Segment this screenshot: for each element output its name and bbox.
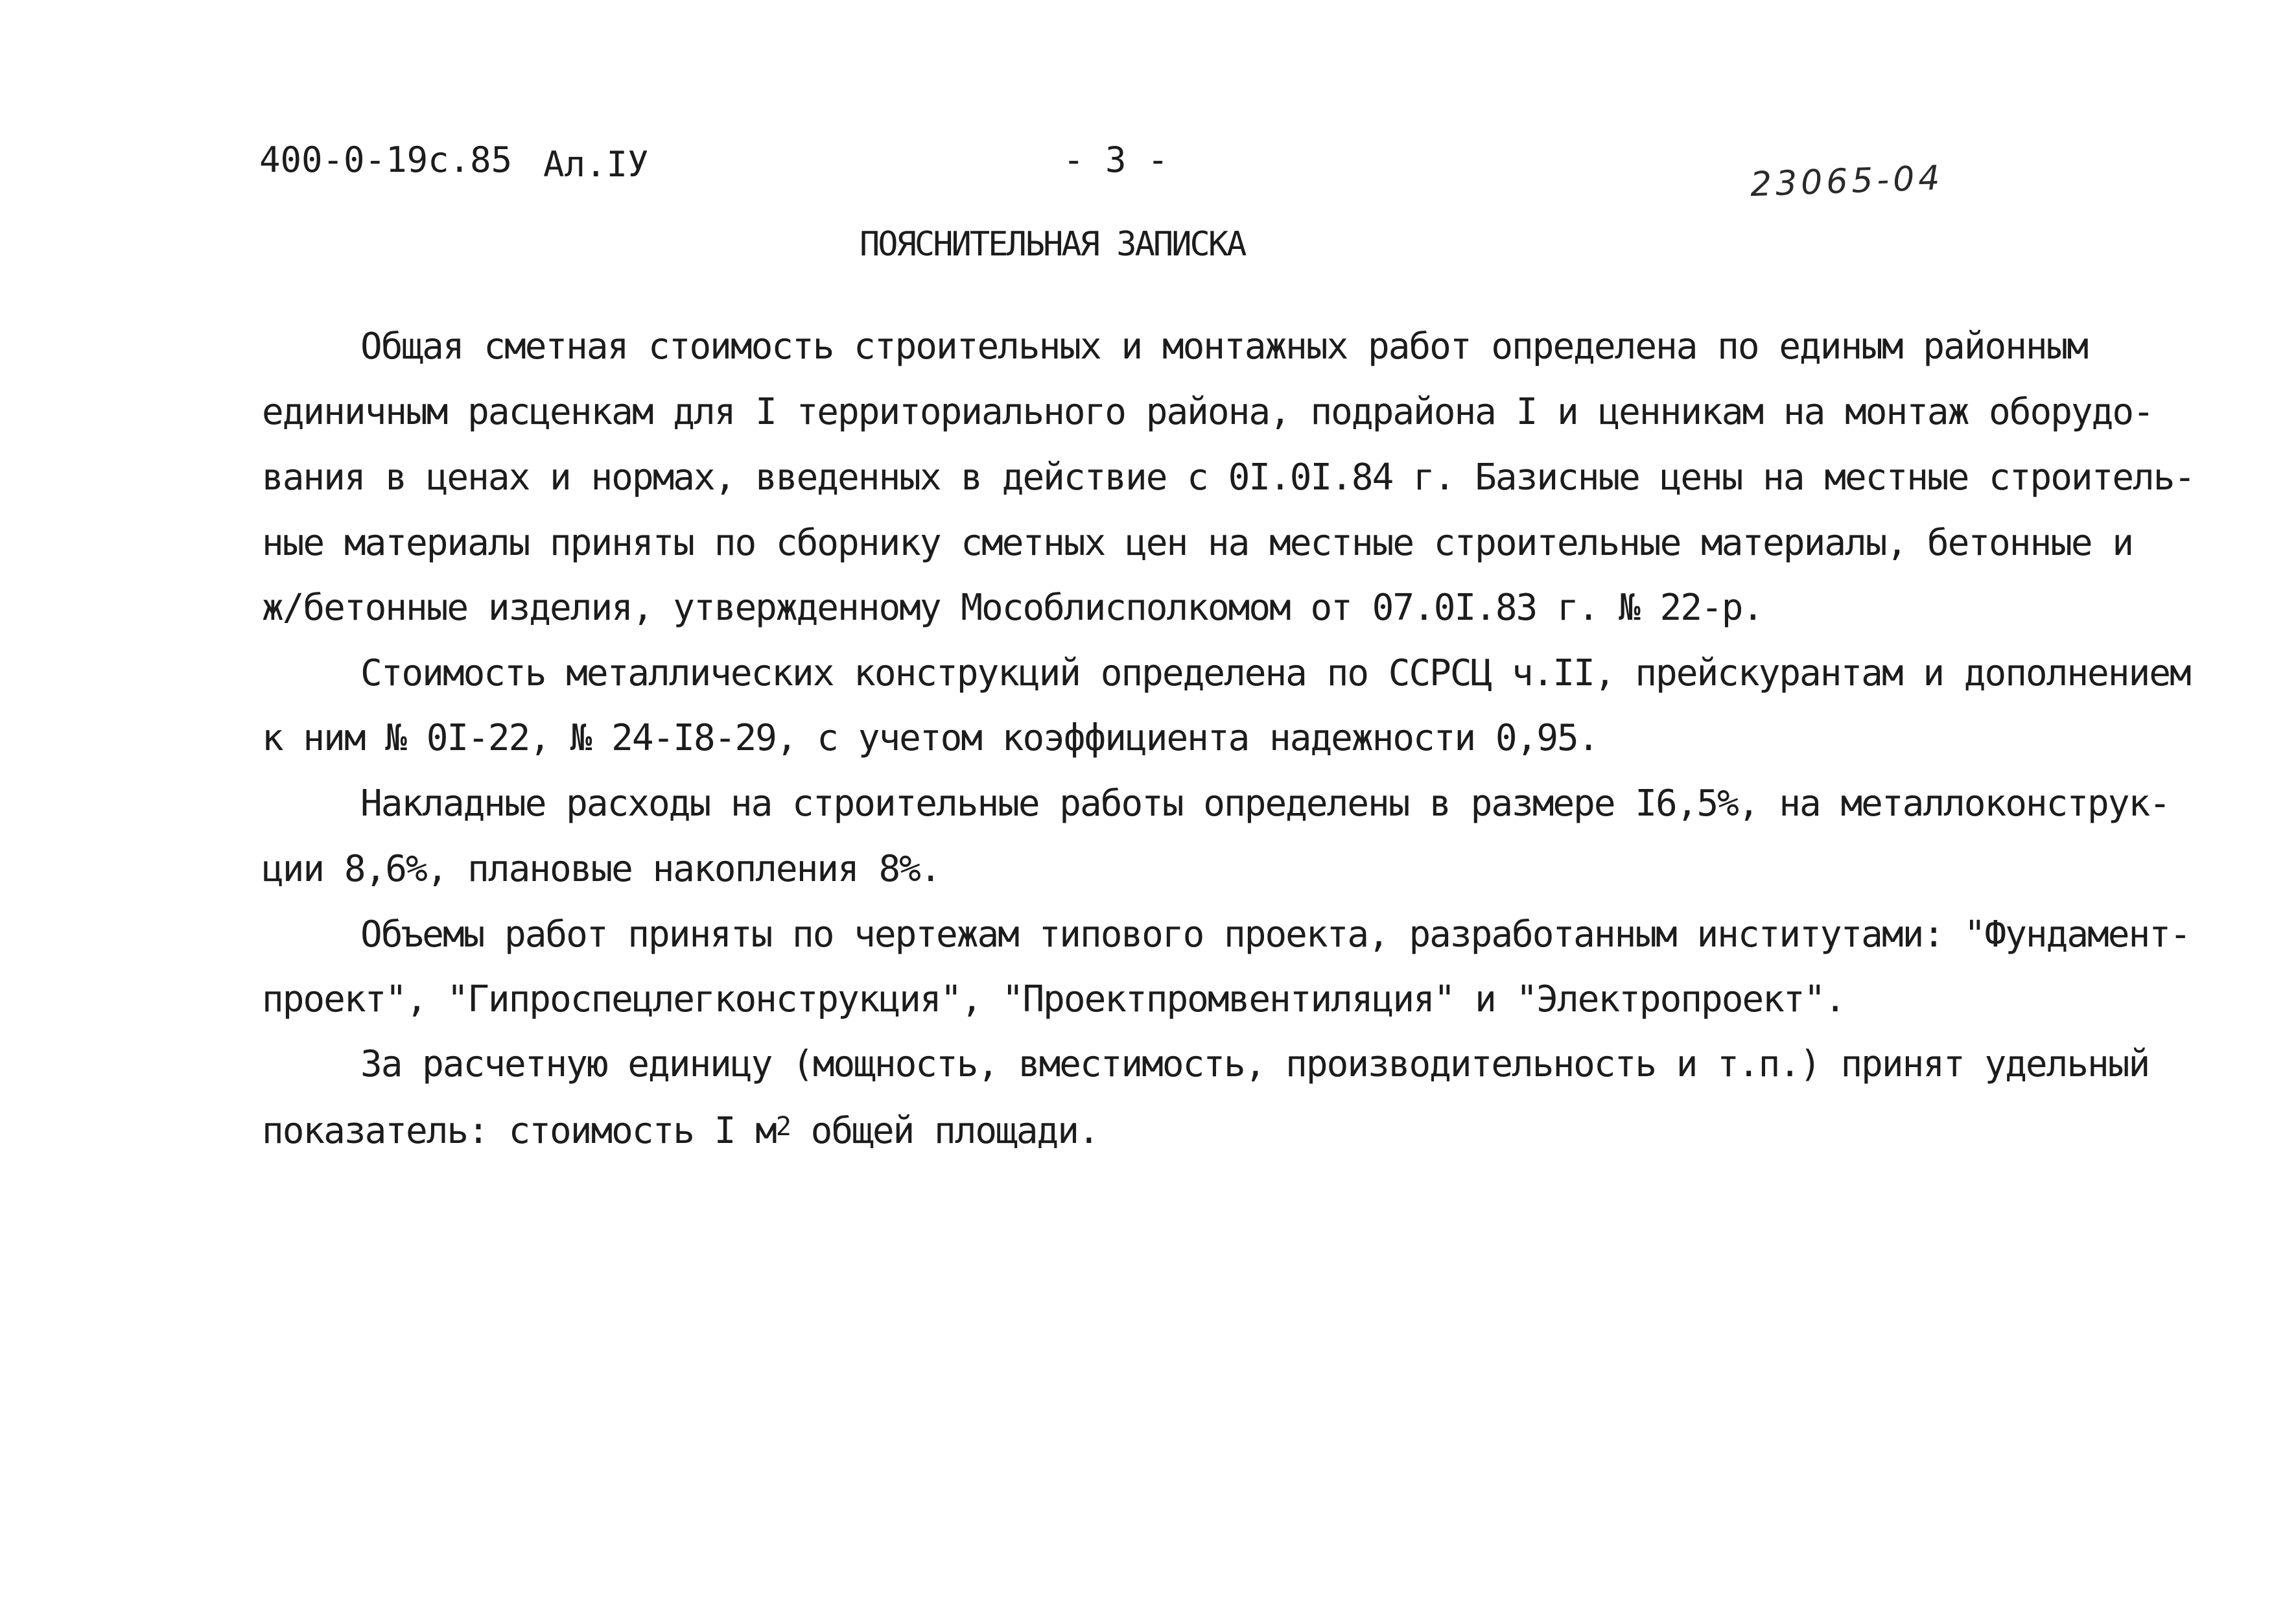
- paragraph-line: проект", "Гипроспецлегконструкция", "Проектпромвентиляция" и "Электропроект".: [262, 978, 1846, 1020]
- text-segment: показатель: стоимость I м: [262, 1110, 776, 1152]
- paragraph-line: За расчетную единицу (мощность, вместимость, производительность и т.п.) принят удельный: [360, 1043, 2150, 1085]
- paragraph-line: единичным расценкам для I территориального района, подрайона I и ценникам на монтаж оборудо-: [262, 391, 2153, 433]
- paragraph-line: вания в ценах и нормах, введенных в действие с 0I.0I.84 г. Базисные цены на местные строитель-: [262, 456, 2195, 499]
- paragraph-line: ж/бетонные изделия, утвержденному Мособлисполкомом от 07.0I.83 г. № 22-р.: [262, 587, 1763, 629]
- page-number: - 3 -: [1063, 139, 1169, 180]
- paragraph-line: ные материалы приняты по сборнику сметных цен на местные строительные материалы, бетонные и: [262, 522, 2133, 564]
- paragraph-line: Объемы работ приняты по чертежам типового проекта, разработанным институтами: "Фундамент-: [360, 913, 2190, 956]
- paragraph-line: Стоимость металлических конструкций определена по ССРСЦ ч.II, прейскурантам и дополнением: [360, 652, 2190, 694]
- document-code: 400-0-19с.85: [259, 139, 513, 180]
- sheet-label: Ал.IУ: [543, 144, 649, 185]
- page-title: ПОЯСНИТЕЛЬНАЯ ЗАПИСКА: [860, 225, 1245, 264]
- superscript-exponent: 2: [775, 1112, 790, 1142]
- paragraph-line: ции 8,6%, плановые накопления 8%.: [262, 848, 941, 890]
- paragraph-line-last: [262, 1110, 1099, 1152]
- paragraph-line: Общая сметная стоимость строительных и монтажных работ определена по единым районным: [360, 325, 2088, 368]
- paragraph-line: Накладные расходы на строительные работы определены в размере I6,5%, на металлоконструк-: [360, 783, 2170, 825]
- paragraph-line: к ним № 0I-22, № 24-I8-29, с учетом коэффициента надежности 0,95.: [262, 717, 1599, 759]
- text-segment: общей площади.: [790, 1110, 1099, 1152]
- archive-number-handwritten: 23065-04: [1750, 158, 1945, 205]
